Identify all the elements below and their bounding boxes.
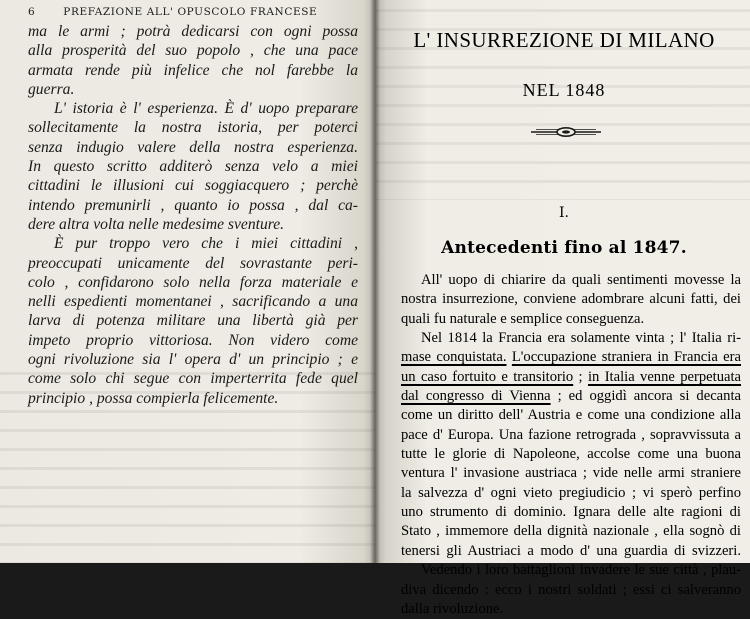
underlined-phrase: un caso fortuito e transitorio xyxy=(401,368,574,385)
text-line: alla prosperità del suo popolo , che una pace xyxy=(28,42,358,60)
running-head-title: PREFAZIONE ALL' OPUSCOLO FRANCESE xyxy=(63,6,318,18)
text-line: guerra. xyxy=(28,80,75,98)
left-body-text xyxy=(28,22,358,408)
page-number: 6 xyxy=(28,6,36,18)
underlined-text-line xyxy=(401,368,741,387)
book-subtitle-year: NEL 1848 xyxy=(522,80,606,100)
underlined-phrase: dal congresso di Vienna xyxy=(401,388,551,405)
ornament-rule-icon xyxy=(530,124,602,140)
text-line: ogni rivoluzione sia l' opera d' un principio ; e xyxy=(28,351,358,369)
book-gutter xyxy=(370,0,380,563)
text-line: Nel 1814 la Francia era solamente vinta ; l' Italia ri- xyxy=(421,330,741,347)
text-line: ma le armi ; potrà dedicarsi con ogni possa xyxy=(28,23,358,40)
text-line: pace d' Europa. Una fazione retrograda , sopravvissuta a xyxy=(401,426,741,443)
text-line: nostra insurrezione, conviene adombrare alcuni fatti, dei xyxy=(401,291,741,308)
text-line: All' uopo di chiarire da quali sentimenti movesse la xyxy=(421,272,741,288)
text-line: preoccupati unicamente del sovrastante peri- xyxy=(28,254,358,272)
right-body-text xyxy=(401,271,741,619)
book-title: L' INSURREZIONE DI MILANO xyxy=(413,28,715,52)
text-line: come solo chi segue con imperterrita fede quel xyxy=(28,370,358,388)
text-line: armata rende più infelice che nol farebbe la xyxy=(28,61,358,79)
text-line: larva di potenza militare una libertà già per xyxy=(28,312,358,330)
text-line: tenersi gli Austriaci a modo d' una guardia di svizzeri. xyxy=(401,542,741,559)
text-line: senza indugio valere della nostra esperienza. xyxy=(28,138,358,156)
text-line: uno strumento di dominio. Ignara delle alte ragioni di xyxy=(401,504,741,521)
text-line: sollecitamente la nostra istoria, per poterci xyxy=(28,119,358,137)
text-line: intendo premunirli , quanto io possa , dal ca- xyxy=(28,196,358,214)
underlined-text-line xyxy=(401,387,741,406)
text-line: nelli espedienti momentanei , sacrificando a una xyxy=(28,293,358,311)
text-line: la salvezza d' ogni vieto pregiudicio ; vi sperò perfino xyxy=(401,484,741,501)
text-line: principio , possa compierla felicemente. xyxy=(28,389,279,407)
text-fragment: ; xyxy=(573,368,588,385)
text-line: cittadini le illusioni cui soggiacquero ; perchè xyxy=(28,177,358,195)
text-line: L' istoria è l' esperienza. È d' uopo preparare xyxy=(54,100,358,118)
chapter-number: I. xyxy=(559,205,569,221)
text-line: colo , confidarono solo nella forza materiale e xyxy=(28,273,358,291)
text-line: ventura l' invasione austriaca ; vide nelle armi straniere xyxy=(401,465,741,482)
text-line: impeto proprio vittoriosa. Non videro come xyxy=(28,331,358,349)
text-line: tutte le glorie di Napoleone, accolse come una buona xyxy=(401,446,741,463)
underlined-text-line xyxy=(401,348,741,367)
text-line: quali fu naturale e semplice conseguenza. xyxy=(401,310,645,327)
text-line: Stato , immemore della dignità nazionale , ella sognò di xyxy=(401,523,741,540)
chapter-heading: Antecedenti fino al 1847. xyxy=(441,238,687,258)
text-line: dalla rivoluzione. xyxy=(401,600,504,617)
text-line: È pur troppo vero che i miei cittadini , xyxy=(54,235,358,253)
left-page xyxy=(0,0,375,563)
underlined-phrase: mase conquistata. xyxy=(401,349,507,366)
text-line: In questo scritto additerò senza velo a miei xyxy=(28,158,358,176)
underlined-phrase: in Italia venne perpetuata xyxy=(587,368,742,385)
text-line: diva dicendo : ecco i nostri soldati ; essi ci salveranno xyxy=(401,581,741,598)
text-line: come un diritto dell' Austria e come una condizione alla xyxy=(401,407,741,424)
left-running-head xyxy=(28,6,358,18)
underlined-phrase: L'occupazione straniera in Francia era xyxy=(511,349,741,366)
text-fragment: ; ed oggidì ancora si decanta xyxy=(550,388,741,405)
text-line: dere altra volta nelle medesime sventure. xyxy=(28,215,285,233)
text-line: Vedendo i loro battaglioni invadere le sue città , plau- xyxy=(421,562,741,579)
